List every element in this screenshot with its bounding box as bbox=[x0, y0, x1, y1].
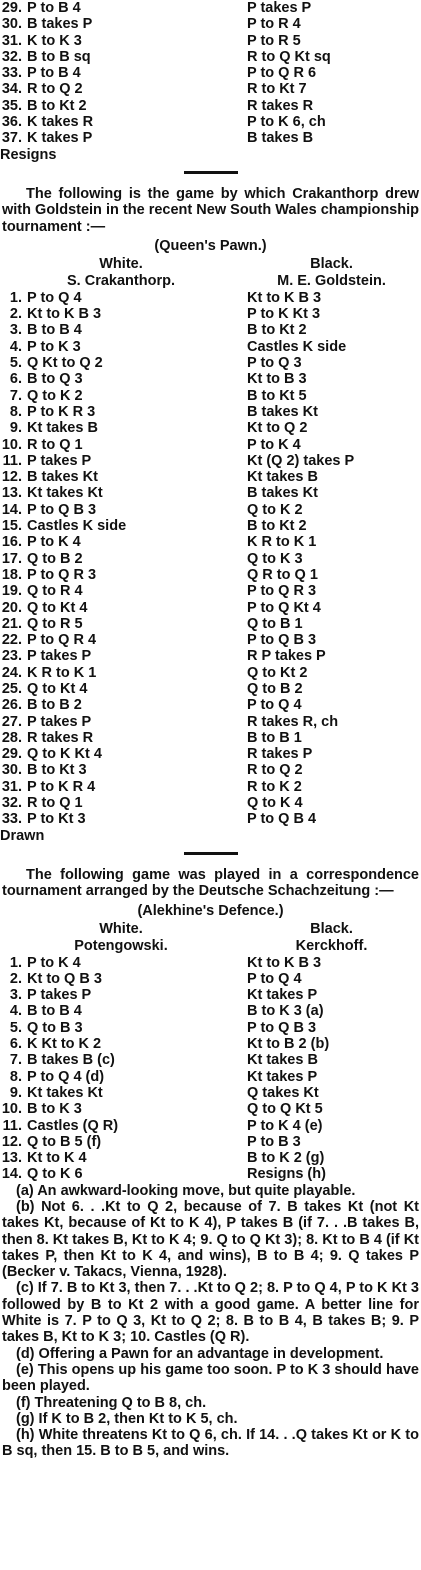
black-move: Kt takes P bbox=[247, 1068, 318, 1085]
move-number: 8. bbox=[9, 403, 22, 420]
game2-result: Drawn bbox=[0, 827, 45, 844]
white-move: R to Q 1 bbox=[27, 436, 83, 453]
white-move: Q to K 6 bbox=[27, 1166, 83, 1183]
move-number: 6. bbox=[9, 371, 22, 388]
black-move: R to Q Kt sq bbox=[247, 48, 331, 65]
move-number: 37. bbox=[1, 130, 22, 147]
black-move: R to Q 2 bbox=[247, 762, 303, 779]
move-number: 24. bbox=[1, 664, 22, 681]
black-move: P to K 6, ch bbox=[247, 114, 326, 131]
move-row bbox=[0, 665, 421, 681]
move-row bbox=[0, 306, 421, 322]
black-move: Kt takes P bbox=[247, 987, 318, 1004]
black-move: B takes Kt bbox=[247, 485, 318, 502]
move-row bbox=[0, 453, 421, 469]
black-move: B to K 2 (g) bbox=[247, 1150, 325, 1167]
white-move: B to B 2 bbox=[27, 697, 82, 714]
move-number: 14. bbox=[1, 501, 22, 518]
white-move: P takes P bbox=[27, 713, 92, 730]
move-number: 23. bbox=[1, 648, 22, 665]
move-number: 1. bbox=[9, 954, 22, 971]
white-move: P to K R 3 bbox=[27, 403, 96, 420]
white-move: P to Q 4 bbox=[27, 289, 82, 306]
white-move: P takes P bbox=[27, 987, 92, 1004]
move-row bbox=[0, 1150, 421, 1166]
white-player: Potengowski. bbox=[74, 937, 168, 954]
white-move: Q Kt to Q 2 bbox=[27, 355, 103, 372]
move-number: 25. bbox=[1, 680, 22, 697]
white-move: Q to Kt 4 bbox=[27, 599, 88, 616]
move-row bbox=[0, 1101, 421, 1117]
move-row bbox=[0, 697, 421, 713]
black-move: B to Kt 2 bbox=[247, 518, 307, 535]
white-move: Q to K 2 bbox=[27, 387, 83, 404]
black-label: Black. bbox=[310, 920, 353, 937]
black-move: Q to K 4 bbox=[247, 795, 303, 812]
move-number: 7. bbox=[9, 1052, 22, 1069]
move-row bbox=[0, 485, 421, 501]
white-move: Q to R 5 bbox=[27, 615, 83, 632]
game2-color-labels bbox=[0, 256, 421, 273]
move-row bbox=[0, 339, 421, 355]
annotation-note: (b) Not 6. . .Kt to Q 2, because of 7. B takes Kt (not Kt takes Kt, because of Kt to K 4), P takes B (if 7. . .B takes B, then 8. Kt takes B, Kt to K 4; 9. Q to Q Kt 3); 8. Kt to B 4 (if Kt takes P, then Kt to K 4, and wins), B to B 4; 9. Q takes P (Becker v. Takacs, Vienna, 1928). bbox=[2, 1199, 419, 1281]
black-move: Kt to K B 3 bbox=[247, 954, 322, 971]
move-row bbox=[0, 404, 421, 420]
black-move: P to Q 4 bbox=[247, 970, 302, 987]
game2-players bbox=[0, 273, 421, 290]
game2-moves bbox=[0, 290, 421, 828]
move-row bbox=[0, 714, 421, 730]
move-row bbox=[0, 1085, 421, 1101]
move-row bbox=[0, 371, 421, 387]
black-move: P to Q B 3 bbox=[247, 632, 317, 649]
white-move: K R to K 1 bbox=[27, 664, 97, 681]
white-move: Q to B 3 bbox=[27, 1019, 83, 1036]
move-row bbox=[0, 65, 421, 81]
move-number: 13. bbox=[1, 485, 22, 502]
black-move: P to K 4 (e) bbox=[247, 1117, 323, 1134]
move-number: 36. bbox=[1, 114, 22, 131]
move-row bbox=[0, 81, 421, 97]
move-row bbox=[0, 1166, 421, 1182]
white-player: S. Crakanthorp. bbox=[67, 272, 175, 289]
black-player: M. E. Goldstein. bbox=[277, 272, 386, 289]
white-move: P to Q B 3 bbox=[27, 501, 97, 518]
move-number: 11. bbox=[2, 1117, 22, 1134]
black-move: P to Q R 6 bbox=[247, 65, 317, 82]
move-number: 33. bbox=[1, 65, 22, 82]
black-move: R to Kt 7 bbox=[247, 81, 307, 98]
move-row bbox=[0, 49, 421, 65]
game3-color-labels bbox=[0, 921, 421, 938]
move-row bbox=[0, 130, 421, 146]
black-move: Kt to B 3 bbox=[247, 371, 307, 388]
move-number: 32. bbox=[1, 48, 22, 65]
move-row bbox=[0, 1134, 421, 1150]
white-move: Kt to Q B 3 bbox=[27, 970, 102, 987]
white-move: B takes P bbox=[27, 16, 93, 33]
white-move: Q to K Kt 4 bbox=[27, 746, 102, 763]
move-row bbox=[0, 1020, 421, 1036]
move-number: 12. bbox=[1, 469, 22, 486]
move-row bbox=[0, 600, 421, 616]
black-move: B to B 1 bbox=[247, 729, 302, 746]
white-move: Kt takes B bbox=[27, 420, 98, 437]
white-move: Kt takes Kt bbox=[27, 1084, 103, 1101]
move-number: 26. bbox=[1, 697, 22, 714]
white-move: B takes B (c) bbox=[27, 1052, 115, 1069]
move-number: 15. bbox=[1, 518, 22, 535]
move-row bbox=[0, 632, 421, 648]
move-number: 7. bbox=[9, 387, 22, 404]
move-row bbox=[0, 322, 421, 338]
section-separator bbox=[184, 852, 238, 855]
move-row bbox=[0, 1069, 421, 1085]
black-move: Kt takes B bbox=[247, 1052, 318, 1069]
move-number: 30. bbox=[1, 762, 22, 779]
move-row bbox=[0, 502, 421, 518]
move-row bbox=[0, 33, 421, 49]
move-row bbox=[0, 437, 421, 453]
white-move: R to Q 1 bbox=[27, 795, 83, 812]
white-move: P takes P bbox=[27, 648, 92, 665]
move-row bbox=[0, 534, 421, 550]
white-move: Q to B 5 (f) bbox=[27, 1133, 102, 1150]
black-move: Q to Q Kt 5 bbox=[247, 1101, 323, 1118]
black-move: B to Kt 5 bbox=[247, 387, 307, 404]
white-move: P to K 3 bbox=[27, 338, 81, 355]
annotation-note: (f) Threatening Q to B 8, ch. bbox=[16, 1394, 207, 1411]
move-number: 10. bbox=[1, 436, 22, 453]
black-move: P takes P bbox=[247, 0, 312, 16]
black-move: Castles K side bbox=[247, 338, 347, 355]
annotation-note: (e) This opens up his game too soon. P to K 3 should have been played. bbox=[2, 1361, 419, 1395]
move-row bbox=[0, 1036, 421, 1052]
move-number: 9. bbox=[9, 1084, 22, 1101]
black-move: Kt to B 2 (b) bbox=[247, 1036, 330, 1053]
black-move: P to Q B 4 bbox=[247, 811, 317, 828]
white-move: Kt to K B 3 bbox=[27, 306, 102, 323]
white-move: P to B 4 bbox=[27, 0, 81, 16]
game2-opening: (Queen's Pawn.) bbox=[154, 237, 267, 254]
white-move: P to K R 4 bbox=[27, 778, 96, 795]
black-move: Q R to Q 1 bbox=[247, 566, 318, 583]
black-move: B to K 3 (a) bbox=[247, 1003, 324, 1020]
black-move: Q to K 2 bbox=[247, 501, 303, 518]
white-move: B to B 4 bbox=[27, 1003, 82, 1020]
black-move: Q to Kt 2 bbox=[247, 664, 308, 681]
black-move: Kt (Q 2) takes P bbox=[247, 452, 355, 469]
black-move: P to R 4 bbox=[247, 16, 301, 33]
move-row bbox=[0, 469, 421, 485]
black-move: P to K Kt 3 bbox=[247, 306, 321, 323]
black-move: B takes B bbox=[247, 130, 314, 147]
move-number: 2. bbox=[9, 970, 22, 987]
move-number: 14. bbox=[1, 1166, 22, 1183]
white-move: B to Kt 3 bbox=[27, 762, 87, 779]
white-move: P to K 4 bbox=[27, 954, 81, 971]
move-number: 33. bbox=[1, 811, 22, 828]
move-row bbox=[0, 811, 421, 827]
white-move: B to B 4 bbox=[27, 322, 82, 339]
move-row bbox=[0, 114, 421, 130]
move-number: 19. bbox=[1, 583, 22, 600]
black-move: Q to B 2 bbox=[247, 680, 303, 697]
move-row bbox=[0, 730, 421, 746]
annotation-note: (c) If 7. B to Kt 3, then 7. . .Kt to Q 2; 8. P to Q 4, P to K Kt 3 followed by B to Kt 2 with a good game. A better line for White is 7. P to Q 3, Kt to Q 2; 8. B to B 4, B takes B; 9. P takes B, Kt to K 3; 10. Castles (Q R). bbox=[2, 1280, 419, 1346]
move-row bbox=[0, 779, 421, 795]
move-number: 12. bbox=[1, 1133, 22, 1150]
move-row bbox=[0, 583, 421, 599]
black-move: R takes P bbox=[247, 746, 313, 763]
move-row bbox=[0, 420, 421, 436]
move-number: 10. bbox=[1, 1101, 22, 1118]
move-number: 30. bbox=[1, 16, 22, 33]
white-label: White. bbox=[99, 255, 143, 272]
white-move: B takes Kt bbox=[27, 469, 98, 486]
move-number: 1. bbox=[9, 289, 22, 306]
move-number: 3. bbox=[9, 987, 22, 1004]
game3-opening: (Alekhine's Defence.) bbox=[137, 902, 284, 919]
white-move: P to Q 4 (d) bbox=[27, 1068, 105, 1085]
move-row bbox=[0, 551, 421, 567]
white-label: White. bbox=[99, 920, 143, 937]
section-separator bbox=[184, 171, 238, 174]
white-move: R takes R bbox=[27, 729, 94, 746]
white-move: K takes P bbox=[27, 130, 93, 147]
white-move: Q to R 4 bbox=[27, 583, 83, 600]
move-row bbox=[0, 388, 421, 404]
black-move: P to K 4 bbox=[247, 436, 301, 453]
white-move: P to K 4 bbox=[27, 534, 81, 551]
move-number: 31. bbox=[1, 778, 22, 795]
white-move: K takes R bbox=[27, 114, 94, 131]
move-row bbox=[0, 795, 421, 811]
black-move: R takes R bbox=[247, 97, 314, 114]
move-number: 18. bbox=[1, 566, 22, 583]
move-row bbox=[0, 762, 421, 778]
black-move: Kt to Q 2 bbox=[247, 420, 308, 437]
move-number: 34. bbox=[1, 81, 22, 98]
white-move: Castles K side bbox=[27, 518, 127, 535]
white-move: P to Kt 3 bbox=[27, 811, 86, 828]
move-number: 5. bbox=[9, 1019, 22, 1036]
black-move: Resigns (h) bbox=[247, 1166, 326, 1183]
white-move: K Kt to K 2 bbox=[27, 1036, 102, 1053]
move-number: 4. bbox=[9, 1003, 22, 1020]
move-row bbox=[0, 955, 421, 971]
black-move: K R to K 1 bbox=[247, 534, 317, 551]
black-move: Q to B 1 bbox=[247, 615, 303, 632]
move-number: 6. bbox=[9, 1036, 22, 1053]
move-row bbox=[0, 16, 421, 32]
annotation-note: (g) If K to B 2, then Kt to K 5, ch. bbox=[16, 1410, 238, 1427]
move-number: 16. bbox=[1, 534, 22, 551]
black-move: P to Q 4 bbox=[247, 697, 302, 714]
move-number: 13. bbox=[1, 1150, 22, 1167]
move-row bbox=[0, 1003, 421, 1019]
black-move: Q takes Kt bbox=[247, 1084, 319, 1101]
move-row bbox=[0, 681, 421, 697]
move-number: 28. bbox=[1, 729, 22, 746]
white-move: Q to Kt 4 bbox=[27, 680, 88, 697]
black-move: R to K 2 bbox=[247, 778, 302, 795]
move-row bbox=[0, 0, 421, 16]
move-number: 8. bbox=[9, 1068, 22, 1085]
black-move: P to Q B 3 bbox=[247, 1019, 317, 1036]
annotation-note: (h) White threatens Kt to Q 6, ch. If 14. . .Q takes Kt or K to B sq, then 15. B to B 5, and wins. bbox=[2, 1427, 419, 1460]
black-move: R P takes P bbox=[247, 648, 326, 665]
move-row bbox=[0, 518, 421, 534]
move-number: 4. bbox=[9, 338, 22, 355]
move-row bbox=[0, 1118, 421, 1134]
black-move: P to Q R 3 bbox=[247, 583, 317, 600]
game3-intro: The following game was played in a correspondence tournament arranged by the Deutsche Schachzeitung :— bbox=[2, 866, 419, 900]
move-number: 27. bbox=[1, 713, 22, 730]
game1-moves bbox=[0, 0, 421, 147]
move-number: 2. bbox=[9, 306, 22, 323]
move-number: 35. bbox=[1, 97, 22, 114]
black-move: P to R 5 bbox=[247, 32, 301, 49]
game3-notes bbox=[0, 1183, 421, 1460]
white-move: Castles (Q R) bbox=[27, 1117, 119, 1134]
move-number: 22. bbox=[1, 632, 22, 649]
move-number: 20. bbox=[1, 599, 22, 616]
black-player: Kerckhoff. bbox=[295, 937, 368, 954]
white-move: P to Q R 4 bbox=[27, 632, 97, 649]
white-move: B to K 3 bbox=[27, 1101, 82, 1118]
black-move: R takes R, ch bbox=[247, 713, 339, 730]
move-number: 31. bbox=[1, 32, 22, 49]
move-row bbox=[0, 567, 421, 583]
black-move: Kt to K B 3 bbox=[247, 289, 322, 306]
move-number: 11. bbox=[2, 452, 22, 469]
move-number: 17. bbox=[1, 550, 22, 567]
white-move: R to Q 2 bbox=[27, 81, 83, 98]
white-move: Kt takes Kt bbox=[27, 485, 103, 502]
move-number: 5. bbox=[9, 355, 22, 372]
move-number: 9. bbox=[9, 420, 22, 437]
white-move: Kt to K 4 bbox=[27, 1150, 87, 1167]
game3-moves bbox=[0, 955, 421, 1183]
white-move: P to B 4 bbox=[27, 65, 81, 82]
white-move: P takes P bbox=[27, 452, 92, 469]
move-row bbox=[0, 98, 421, 114]
black-move: P to Q Kt 4 bbox=[247, 599, 321, 616]
move-row bbox=[0, 746, 421, 762]
white-move: K to K 3 bbox=[27, 32, 82, 49]
move-row bbox=[0, 616, 421, 632]
black-move: B takes Kt bbox=[247, 403, 318, 420]
game3-players bbox=[0, 938, 421, 955]
black-move: P to B 3 bbox=[247, 1133, 301, 1150]
white-move: Q to B 2 bbox=[27, 550, 83, 567]
move-number: 3. bbox=[9, 322, 22, 339]
game1-result: Resigns bbox=[0, 146, 57, 163]
game2-intro: The following is the game by which Crakanthorp drew with Goldstein in the recent New South Wales championship tournament :— bbox=[2, 185, 419, 235]
move-row bbox=[0, 648, 421, 664]
white-move: B to Q 3 bbox=[27, 371, 83, 388]
black-move: B to Kt 2 bbox=[247, 322, 307, 339]
move-number: 32. bbox=[1, 795, 22, 812]
move-row bbox=[0, 987, 421, 1003]
black-move: Q to K 3 bbox=[247, 550, 303, 567]
black-move: P to Q 3 bbox=[247, 355, 302, 372]
move-number: 29. bbox=[1, 746, 22, 763]
annotation-note: (d) Offering a Pawn for an advantage in development. bbox=[16, 1345, 384, 1362]
white-move: B to B sq bbox=[27, 48, 91, 65]
move-row bbox=[0, 355, 421, 371]
move-row bbox=[0, 971, 421, 987]
move-row bbox=[0, 1052, 421, 1068]
white-move: B to Kt 2 bbox=[27, 97, 87, 114]
move-row bbox=[0, 290, 421, 306]
move-number: 21. bbox=[1, 615, 22, 632]
black-move: Kt takes B bbox=[247, 469, 318, 486]
annotation-note: (a) An awkward-looking move, but quite playable. bbox=[16, 1182, 356, 1199]
black-label: Black. bbox=[310, 255, 353, 272]
white-move: P to Q R 3 bbox=[27, 566, 97, 583]
move-number: 29. bbox=[1, 0, 22, 16]
